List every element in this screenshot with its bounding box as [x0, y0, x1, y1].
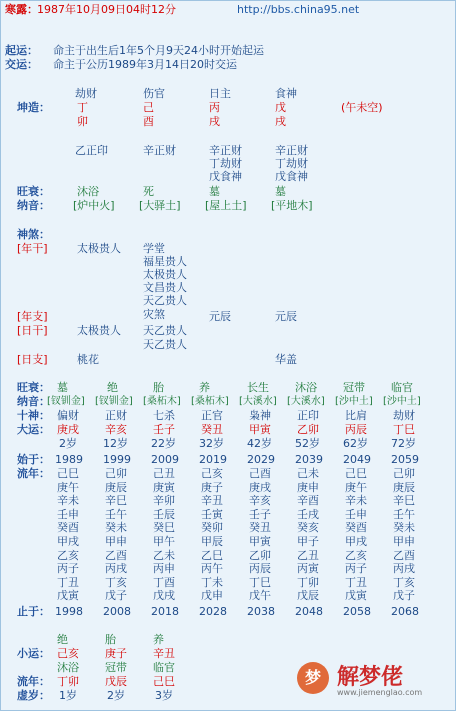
liunian-cell: 辛亥	[249, 494, 271, 508]
dayun-start-year: 2019	[199, 453, 227, 466]
dayun-end-year: 2038	[247, 605, 275, 618]
dayun-nayin-label: 纳音：	[17, 395, 50, 408]
liunian-cell: 丁丑	[345, 575, 367, 589]
dayun-pillar: 癸丑	[201, 423, 223, 436]
liunian-cell: 己卯	[393, 467, 415, 480]
liunian-cell: 庚戌	[249, 480, 271, 494]
liunian-cell: 壬寅	[201, 507, 223, 521]
dayun-shishen-label: 十神：	[17, 409, 50, 422]
liunian-cell: 己巳	[57, 467, 79, 480]
liunian-cell: 乙丑	[297, 548, 319, 562]
pillar-god-3: 日主	[209, 87, 231, 100]
hidden-stem: 辛正财	[143, 144, 176, 157]
dayun-end-label: 止于：	[17, 605, 50, 618]
dayun-shishen: 枭神	[249, 409, 271, 422]
dayun-shishen: 正财	[105, 409, 127, 422]
dayun-pillar: 庚戌	[57, 423, 79, 436]
liunian-cell: 乙亥	[57, 548, 79, 562]
dayun-age: 42岁	[247, 437, 272, 450]
liunian-cell: 丙子	[57, 562, 79, 576]
dayun-nayin: [大溪水]	[287, 396, 325, 407]
branch-1: 卯	[77, 115, 88, 128]
dayun-pillar: 丁巳	[393, 423, 415, 436]
liunian-cell: 丙辰	[249, 562, 271, 576]
liunian-cell: 癸酉	[57, 521, 79, 535]
nayin-3: [屋上土]	[205, 199, 247, 212]
liunian-cell: 壬申	[345, 507, 367, 521]
dayun-age: 22岁	[151, 437, 176, 450]
stem-4: 戊	[275, 101, 286, 114]
watermark-logo	[297, 660, 447, 702]
hidden-stem: 丁劫财	[275, 157, 308, 170]
dayun-shishen: 劫财	[393, 409, 415, 422]
liunian-cell: 戊申	[201, 589, 223, 603]
dayun-age: 2岁	[59, 437, 77, 450]
liunian-cell: 丁卯	[297, 575, 319, 589]
liunian-cell: 丙午	[201, 562, 223, 576]
xiaoyun-liunian-label: 流年：	[17, 675, 50, 688]
site-link[interactable]: http://bbs.china95.net	[237, 3, 360, 16]
liunian-cell: 癸巳	[153, 521, 175, 535]
liunian-cell: 戊辰	[297, 589, 319, 603]
hidden-stem: 丁劫财	[209, 157, 242, 170]
shensha-item: 天乙贵人	[143, 324, 187, 337]
liunian-cell: 乙巳	[201, 548, 223, 562]
liunian-cell: 己未	[297, 467, 319, 480]
xiaoyun-wangshuai: 沐浴	[57, 661, 79, 674]
dayun-end-year: 2008	[103, 605, 131, 618]
dayun-end-year: 2048	[295, 605, 323, 618]
dayun-age: 62岁	[343, 437, 368, 450]
hidden-stem: 戊食神	[209, 170, 242, 183]
dayun-pillar: 乙卯	[297, 423, 319, 436]
branch-4: 戌	[275, 115, 286, 128]
dayun-age: 32岁	[199, 437, 224, 450]
dayun-age: 12岁	[103, 437, 128, 450]
liunian-cell: 庚子	[201, 480, 223, 494]
shensha-item: 天乙贵人	[143, 294, 187, 307]
shensha-item: 灾煞	[143, 308, 165, 321]
liunian-cell: 甲戌	[57, 535, 79, 548]
liunian-cell: 丙子	[345, 562, 367, 576]
liunian-cell: 戊子	[393, 589, 415, 603]
dayun-start-year: 1989	[55, 453, 83, 466]
liunian-cell: 丁丑	[57, 575, 79, 589]
pillar-god-2: 伤官	[143, 87, 165, 100]
liunian-cell: 丙戌	[105, 562, 127, 576]
xiaoyun-label: 小运：	[17, 647, 50, 660]
dayun-nayin: [桑柘木]	[143, 396, 181, 407]
dayun-shishen: 比肩	[345, 409, 367, 422]
dayun-shishen: 正官	[201, 409, 223, 422]
liunian-cell: 壬子	[249, 507, 271, 521]
liunian-cell: 甲寅	[249, 535, 271, 548]
wangshuai-3: 墓	[209, 185, 220, 198]
jiaoyun-label: 交运：	[5, 58, 38, 71]
liunian-cell: 乙酉	[105, 548, 127, 562]
pillar-god-1: 劫财	[75, 87, 97, 100]
hidden-stem: 辛正财	[275, 144, 308, 157]
dayun-shishen: 七杀	[153, 409, 175, 422]
liunian-cell: 丁亥	[105, 575, 127, 589]
dayun-start-year: 2049	[343, 453, 371, 466]
shensha-ri-gan: [日干]	[17, 324, 48, 337]
dayun-wangshuai: 长生	[247, 381, 269, 394]
liunian-cell: 癸未	[105, 521, 127, 535]
liunian-cell: 己巳	[345, 467, 367, 480]
kongwang: (午未空)	[341, 101, 383, 114]
xiaoyun-wangshuai: 绝	[57, 633, 68, 646]
shensha-label: 神煞：	[17, 228, 50, 241]
dayun-age: 72岁	[391, 437, 416, 450]
dayun-start-year: 2059	[391, 453, 419, 466]
solar-term-label: 寒露：	[5, 3, 38, 16]
liunian-cell: 己卯	[105, 467, 127, 480]
xiaoyun-liunian: 己巳	[153, 675, 175, 688]
dayun-wangshuai: 冠带	[343, 381, 365, 394]
xiaoyun-liunian: 丁卯	[57, 675, 79, 688]
liunian-cell: 丁未	[201, 575, 223, 589]
shensha-nian-gan: [年干]	[17, 242, 48, 255]
dayun-end-year: 1998	[55, 605, 83, 618]
jiaoyun-text: 命主于公历1989年3月14日20时交运	[53, 58, 237, 71]
dayun-pillar: 壬子	[153, 423, 175, 436]
dayun-wangshuai: 临官	[391, 381, 413, 394]
stem-1: 丁	[77, 101, 88, 114]
liunian-cell: 癸未	[393, 521, 415, 535]
dayun-pillar: 辛亥	[105, 423, 127, 436]
dayun-start-year: 2039	[295, 453, 323, 466]
shensha-item: 太极贵人	[77, 242, 121, 255]
dayun-end-year: 2068	[391, 605, 419, 618]
dayun-nayin: [桑柘木]	[191, 396, 229, 407]
nayin-4: [平地木]	[271, 199, 313, 212]
xiaoyun-pillar: 庚子	[105, 647, 127, 660]
xiaoyun-liunian: 戊辰	[105, 675, 127, 688]
liunian-cell: 乙亥	[345, 548, 367, 562]
liunian-cell: 庚辰	[105, 480, 127, 494]
liunian-cell: 乙酉	[393, 548, 415, 562]
qiyun-label: 起运：	[5, 44, 38, 57]
shensha-item: 华盖	[275, 353, 297, 366]
shensha-item: 桃花	[77, 353, 99, 366]
logo-name: 解梦佬	[337, 665, 404, 690]
shensha-item: 元辰	[275, 310, 297, 323]
xiaoyun-pillar: 辛丑	[153, 647, 175, 660]
hidden-stem: 戊食神	[275, 170, 308, 183]
liunian-cell: 己亥	[201, 467, 223, 480]
dayun-wangshuai: 沐浴	[295, 381, 317, 394]
dayun-wangshuai: 养	[199, 381, 210, 394]
dayun-nayin: [钗钏金]	[47, 396, 85, 407]
liunian-cell: 丁巳	[249, 575, 271, 589]
liunian-cell: 辛酉	[297, 494, 319, 508]
liunian-cell: 乙卯	[249, 548, 271, 562]
liunian-cell: 壬午	[393, 507, 415, 521]
branch-2: 酉	[143, 115, 154, 128]
shensha-item: 太极贵人	[77, 324, 121, 337]
dayun-end-year: 2058	[343, 605, 371, 618]
wangshuai-2: 死	[143, 185, 154, 198]
xiaoyun-wangshuai: 养	[153, 633, 164, 646]
liunian-cell: 丙申	[153, 562, 175, 576]
liunian-cell: 戊寅	[57, 589, 79, 603]
liunian-cell: 丁亥	[393, 575, 415, 589]
shensha-item: 福星贵人	[143, 255, 187, 268]
dayun-nayin: [沙中土]	[335, 396, 373, 407]
liunian-cell: 辛未	[57, 494, 79, 508]
shensha-nian-zhi: [年支]	[17, 310, 48, 323]
qiyun-text: 命主于出生后1年5个月9天24小时开始起运	[53, 44, 264, 57]
liunian-cell: 辛巳	[393, 494, 415, 508]
liunian-cell: 甲戌	[345, 535, 367, 548]
liunian-cell: 庚午	[345, 480, 367, 494]
dayun-shishen: 偏财	[57, 409, 79, 422]
logo-mark-icon: 梦	[297, 662, 329, 694]
dayun-start-label: 始于：	[17, 453, 50, 466]
branch-3: 戌	[209, 115, 220, 128]
liunian-cell: 辛卯	[153, 494, 175, 508]
dayun-wangshuai: 胎	[153, 381, 164, 394]
xusui-age: 1岁	[59, 689, 77, 702]
dayun-end-year: 2028	[199, 605, 227, 618]
xusui-age: 3岁	[155, 689, 173, 702]
xiaoyun-wangshuai: 临官	[153, 661, 175, 674]
xiaoyun-wangshuai: 冠带	[105, 661, 127, 674]
liunian-cell: 癸卯	[201, 521, 223, 535]
nayin-label: 纳音：	[17, 199, 50, 212]
liunian-cell: 癸丑	[249, 521, 271, 535]
liunian-label: 流年：	[17, 467, 50, 480]
liunian-cell: 戊寅	[345, 589, 367, 603]
liunian-cell: 庚午	[57, 480, 79, 494]
stem-2: 己	[143, 101, 154, 114]
xiaoyun-pillar: 己亥	[57, 647, 79, 660]
shensha-item: 元辰	[209, 310, 231, 323]
liunian-cell: 丙戌	[393, 562, 415, 576]
shensha-item: 文昌贵人	[143, 281, 187, 294]
dayun-start-year: 2029	[247, 453, 275, 466]
dayun-start-year: 1999	[103, 453, 131, 466]
liunian-cell: 甲辰	[201, 535, 223, 548]
liunian-cell: 壬戌	[297, 507, 319, 521]
pillar-god-4: 食神	[275, 87, 297, 100]
liunian-cell: 甲申	[105, 535, 127, 548]
liunian-cell: 庚辰	[393, 480, 415, 494]
dayun-end-year: 2018	[151, 605, 179, 618]
liunian-cell: 戊戌	[153, 589, 175, 603]
kunzao-label: 坤造：	[17, 101, 50, 114]
dayun-pillar: 丙辰	[345, 423, 367, 436]
nayin-1: [炉中火]	[73, 199, 115, 212]
liunian-cell: 癸亥	[297, 521, 319, 535]
liunian-cell: 癸酉	[345, 521, 367, 535]
wangshuai-label: 旺衰：	[17, 185, 50, 198]
liunian-cell: 丙寅	[297, 562, 319, 576]
liunian-cell: 己酉	[249, 467, 271, 480]
shensha-item: 天乙贵人	[143, 338, 187, 351]
liunian-cell: 壬午	[105, 507, 127, 521]
dayun-wangshuai-label: 旺衰：	[17, 381, 50, 394]
dayun-nayin: [大溪水]	[239, 396, 277, 407]
liunian-cell: 甲子	[297, 535, 319, 548]
liunian-cell: 辛未	[345, 494, 367, 508]
wangshuai-4: 墓	[275, 185, 286, 198]
dayun-age: 52岁	[295, 437, 320, 450]
liunian-cell: 己丑	[153, 467, 175, 480]
liunian-cell: 戊午	[249, 589, 271, 603]
wangshuai-1: 沐浴	[77, 185, 99, 198]
dayun-wangshuai: 绝	[107, 381, 118, 394]
hidden-stem: 辛正财	[209, 144, 242, 157]
xusui-label: 虚岁：	[17, 689, 50, 702]
liunian-cell: 壬申	[57, 507, 79, 521]
liunian-cell: 庚寅	[153, 480, 175, 494]
liunian-cell: 甲午	[153, 535, 175, 548]
liunian-cell: 戊子	[105, 589, 127, 603]
stem-3: 丙	[209, 101, 220, 114]
birth-datetime: 1987年10月09日04时12分	[37, 3, 176, 16]
shensha-item: 学堂	[143, 242, 165, 255]
liunian-cell: 壬辰	[153, 507, 175, 521]
xiaoyun-wangshuai: 胎	[105, 633, 116, 646]
dayun-start-year: 2009	[151, 453, 179, 466]
liunian-cell: 丁酉	[153, 575, 175, 589]
dayun-nayin: [钗钏金]	[95, 396, 133, 407]
liunian-cell: 乙未	[153, 548, 175, 562]
nayin-2: [大驿土]	[139, 199, 181, 212]
dayun-wangshuai: 墓	[57, 381, 68, 394]
dayun-pillar: 甲寅	[249, 423, 271, 436]
hidden-stem: 乙正印	[75, 144, 108, 157]
liunian-cell: 辛巳	[105, 494, 127, 508]
shensha-ri-zhi: [日支]	[17, 353, 48, 366]
dayun-nayin: [沙中土]	[383, 396, 421, 407]
liunian-cell: 庚申	[297, 480, 319, 494]
xusui-age: 2岁	[107, 689, 125, 702]
liunian-cell: 甲申	[393, 535, 415, 548]
shensha-item: 太极贵人	[143, 268, 187, 281]
liunian-cell: 辛丑	[201, 494, 223, 508]
dayun-label: 大运：	[17, 423, 50, 436]
logo-url: www.jiemenglao.com	[337, 688, 423, 697]
dayun-shishen: 正印	[297, 409, 319, 422]
